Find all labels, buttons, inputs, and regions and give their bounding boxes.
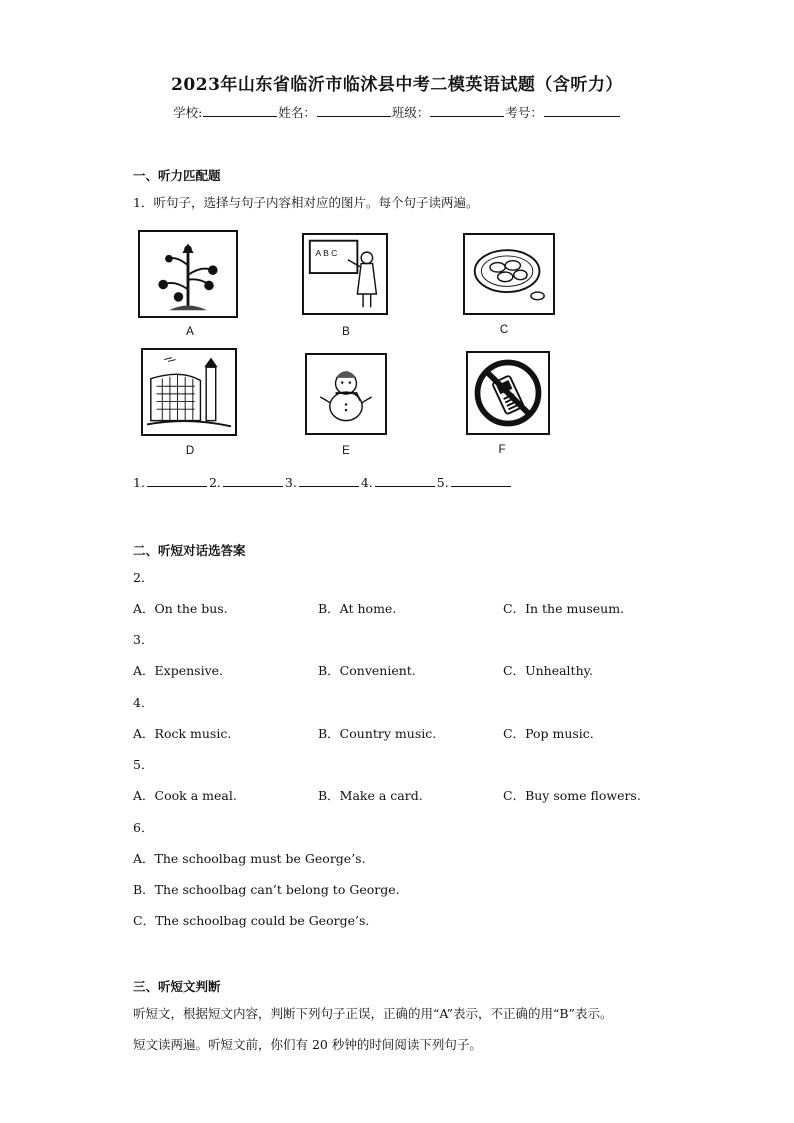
- snowman-icon: [307, 355, 385, 433]
- school-blank[interactable]: [203, 104, 277, 117]
- answer-blank-4[interactable]: [375, 474, 435, 487]
- option-b[interactable]: B．Make a card.: [318, 788, 423, 803]
- option-a[interactable]: A．The schoolbag must be George’s.: [133, 851, 366, 866]
- blackboard-text: A B C: [315, 247, 338, 258]
- answer-blank-5[interactable]: [451, 474, 511, 487]
- answer-blank-2[interactable]: [223, 474, 283, 487]
- option-b[interactable]: B．At home.: [318, 601, 397, 616]
- picture-f-label: F: [498, 444, 506, 456]
- picture-a-label: A: [186, 326, 194, 338]
- dumplings-plate-icon: [465, 235, 553, 313]
- picture-c-dumplings: [463, 233, 555, 315]
- page-title: 2023年山东省临沂市临沭县中考二模英语试题（含听力）: [171, 75, 623, 95]
- section-1-heading: 一、听力匹配题: [133, 168, 221, 183]
- exam-number-blank[interactable]: [544, 104, 620, 117]
- picture-e-snowman: [305, 353, 387, 435]
- option-c[interactable]: C．Unhealthy.: [503, 663, 593, 678]
- plant-icon: [140, 232, 236, 316]
- picture-d-building: [141, 348, 237, 436]
- answer-number: 5.: [436, 475, 449, 490]
- picture-d-label: D: [185, 445, 195, 457]
- picture-f-no-phone: [466, 351, 550, 435]
- class-blank[interactable]: [430, 104, 504, 117]
- option-a[interactable]: A．On the bus.: [133, 601, 228, 616]
- exam-number-label: 考号：: [505, 105, 543, 120]
- no-phone-icon: [468, 353, 548, 433]
- answer-number: 3.: [284, 475, 297, 490]
- answer-number: 4.: [360, 475, 373, 490]
- name-label: 姓名：: [278, 105, 316, 120]
- picture-b-teacher: [302, 233, 388, 315]
- answer-blank-3[interactable]: [299, 474, 359, 487]
- question-number: 5．: [133, 757, 154, 772]
- picture-c-label: C: [499, 324, 509, 336]
- answer-blank-1[interactable]: [147, 474, 207, 487]
- option-a[interactable]: A．Cook a meal.: [133, 788, 237, 803]
- section-3-instruction: 听短文，根据短文内容，判断下列句子正误，正确的用“A”表示，不正确的用“B”表示。: [133, 1006, 613, 1021]
- option-b[interactable]: B．Convenient.: [318, 663, 416, 678]
- section-2-heading: 二、听短对话选答案: [133, 543, 246, 558]
- class-label: 班级：: [391, 105, 430, 120]
- school-label: 学校:: [173, 105, 203, 120]
- section-3-instruction: 短文读两遍。听短文前，你们有 20 秒钟的时间阅读下列句子。: [133, 1037, 482, 1052]
- answer-blanks-row: [133, 474, 513, 490]
- question-number: 6．: [133, 820, 154, 835]
- city-building-icon: [143, 350, 235, 434]
- answer-number: 2.: [208, 475, 221, 490]
- name-blank[interactable]: [317, 104, 391, 117]
- answer-number: 1.: [133, 475, 145, 490]
- option-b[interactable]: B．The schoolbag can’t belong to George.: [133, 882, 400, 897]
- option-c[interactable]: C．In the museum.: [503, 601, 625, 616]
- student-info-row: [0, 103, 794, 121]
- section-3-heading: 三、听短文判断: [133, 979, 221, 994]
- question-number: 2．: [133, 570, 154, 585]
- section-1-instruction: 1．听句子，选择与句子内容相对应的图片。每个句子读两遍。: [133, 195, 479, 210]
- option-c[interactable]: C．Buy some flowers.: [503, 788, 641, 803]
- option-b[interactable]: B．Country music.: [318, 726, 437, 741]
- option-c[interactable]: C．Pop music.: [503, 726, 594, 741]
- picture-e-label: E: [342, 445, 350, 457]
- question-number: 4．: [133, 695, 154, 710]
- option-a[interactable]: A．Expensive.: [133, 663, 223, 678]
- option-c[interactable]: C．The schoolbag could be George’s.: [133, 913, 370, 928]
- option-a[interactable]: A．Rock music.: [133, 726, 232, 741]
- picture-b-label: B: [342, 326, 350, 338]
- question-number: 3．: [133, 632, 154, 647]
- picture-a-plant: [138, 230, 238, 318]
- teacher-blackboard-icon: [304, 235, 386, 313]
